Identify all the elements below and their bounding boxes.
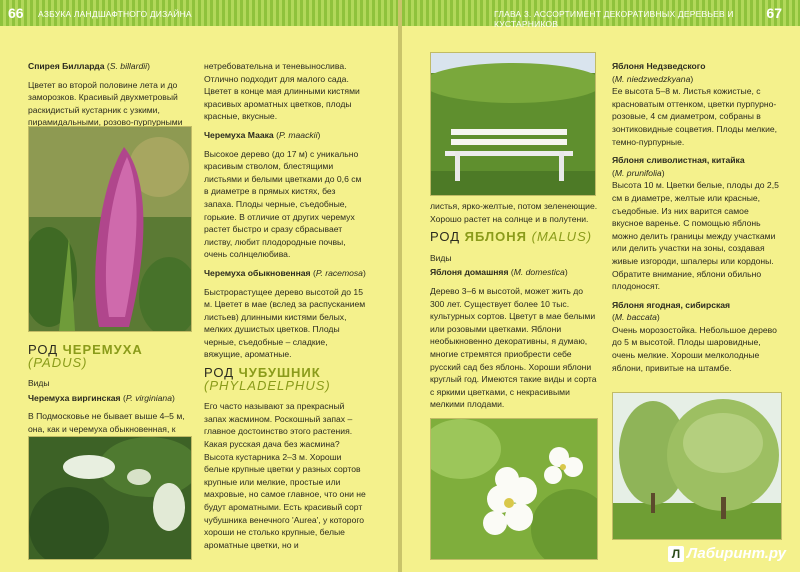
- genus-prefix: РОД: [204, 365, 235, 381]
- genus-prefix: РОД: [28, 342, 59, 357]
- species-heading: Виды: [28, 378, 50, 389]
- weeping-apple-photo: [612, 392, 782, 540]
- left-column-1-bottom: РОД ЧЕРЕМУХА (PADUS) Виды Черемуха виргинская (P. virginiana) В Подмосковье не бывает выше 4–5 м, она, как и черемуха обыкновенная, к: [28, 338, 190, 454]
- genus-name: ЧУБУШНИК: [238, 365, 321, 381]
- baccata-latin: M. baccata: [614, 312, 657, 323]
- genus-name: ЯБЛОНЯ: [464, 229, 527, 245]
- right-column-2: Яблоня Недзведского (M. niedzwedzkyana) Ее высота 5–8 м. Листья кожистые, с красноватым оттенком, цветки пурпурно-розовые, 4 см диаметром, собраны в зонтиковидные соцветия. Плоды мелкие, темно-пурпурные. Яблоня сливолистная, китайка (M. prunifolia) Высота 10 м. Цветки белые, плоды до 2,5 см в диаметре, желтые или красные, съедобные. Из них варится самое вкусное варенье. С помощью яблонь можно делить границы между участками или делить участки на зоны, создавая живые изгороди, шпалеры или кордоны. Обратите внимание, яблони обильно плодоносят. Яблоня ягодная, сибирская (M. baccata) Очень морозостойка. Небольшое дерево до 5 м высотой. Плоды шаровидные, очень мелкие. Хороши мелколодные яблони, привитые на штамбе.: [612, 61, 779, 373]
- genus-name: ЧЕРЕМУХА: [62, 342, 143, 357]
- genus-latin: PADUS: [33, 354, 83, 370]
- right-page: [402, 0, 800, 572]
- left-column-2: нетребовательна и теневынослива. Отлично подходит для малого сада. Цветет в конце мая длинными кистями красивых ароматных цветков, плоды красные, вкусные. Черемуха Маака (P. maackii) Высокое дерево (до 17 м) с уникально красивым стволом, блестящими листьями и белыми цветками до 0,6 см в диаметре в прямых кистях, без запаха. Плоды черные, съедобные, горькие. В отличие от других черемух растет быстро и сразу сбрасывает листву, любит плодородные почвы, очень солнцелюбива. Черемуха обыкновенная (P. racemosa) Быстрорастущее дерево высотой до 15 м. Цветет в мае (вслед за распусканием листьев) длинными кистями белых, мелких душистых цветков. Плоды черные, съедобные – сладкие, вяжущие, ароматные. РОД ЧУБУШНИК (PHYLADELPHUS) Его часто называют за прекрасный запах жасмином. Роскошный запах – главное достоинство этого растения. Какая русская дача без жасмина? Высота кустарника 2–3 м. Хороши белые крупные цветки у разных сортов крупные или мелкие, простые или махровые, но самое главное, что они не будут ароматными. Есть красивый сорт чубушника венечного 'Aurea', у которого хороши не столько крупные, белые ароматные цветки, но и: [204, 61, 366, 550]
- watermark-logo: [668, 545, 786, 562]
- virginiana-text: В Подмосковье не бывает выше 4–5 м, она, как и черемуха обыкновенная, к: [28, 411, 185, 434]
- domestica-latin: M. domestica: [513, 267, 565, 278]
- genus-latin: MALUS: [536, 229, 587, 245]
- domestica-title: Яблоня домашняя: [430, 267, 509, 278]
- niedz-latin: M. niedzwedzkyana: [614, 73, 691, 84]
- virginiana-latin: P. virginiana: [125, 392, 172, 403]
- racemosa-title: Черемуха обыкновенная: [204, 267, 311, 278]
- species-heading: Виды: [430, 252, 452, 263]
- niedz-text: Ее высота 5–8 м. Листья кожистые, с красноватым оттенком, цветки пурпурно-розовые, 4 см диаметром, собраны в зонтиковидные соцветия. Плоды мелкие, темно-пурпурные.: [612, 86, 778, 147]
- watermark-text: Лабиринт.ру: [686, 545, 786, 562]
- apple-blossom-photo: [430, 418, 598, 560]
- genus-heading-phyladelphus: РОД ЧУБУШНИК (PHYLADELPHUS): [204, 365, 331, 393]
- page-number: 66: [8, 5, 24, 21]
- racemosa-text: Быстрорастущее дерево высотой до 15 м. Цветет в мае (вслед за распусканием листьев) длинными кистями белых, мелких душистых цветков. Плоды черные, съедобные – сладкие, вяжущие, ароматные.: [204, 286, 366, 360]
- spiraea-latin: S. billardii: [109, 61, 148, 71]
- domestica-text: Дерево 3–6 м высотой, может жить до 300 лет. Существует более 10 тыс. культурных сортов. Цветут в мае белыми или розовыми цветками. Яблони необыкновенно декоративны, я думаю, многие стремятся приобрести себе русский сад без яблонь. Хороши яблони круглый год. Имеются такие виды и сорта с яркими цветками, с некрасивыми мелкими плодами.: [430, 285, 597, 410]
- continuation-text: листья, ярко-желтые, потом зеленеющие. Хорошо растет на солнце и в полутени.: [430, 201, 598, 224]
- spiraea-photo: [28, 126, 192, 332]
- baccata-text: Очень морозостойка. Небольшое дерево до 5 м высотой. Плоды шаровидные, очень мелкие. Хороши мелколодные яблони, привитые на штамбе.: [612, 324, 777, 373]
- intro-text: нетребовательна и теневынослива. Отлично подходит для малого сада. Цветет в конце мая длинными кистями красивых ароматных цветков, плоды красные, вкусные.: [204, 61, 360, 122]
- racemosa-latin: P. racemosa: [315, 267, 363, 278]
- genus-heading-malus: РОД ЯБЛОНЯ (MALUS): [430, 229, 593, 245]
- running-head: ГЛАВА 3. АССОРТИМЕНТ ДЕКОРАТИВНЫХ ДЕРЕВЬЕВ И КУСТАРНИКОВ: [494, 9, 734, 29]
- prunifolia-text: Высота 10 м. Цветки белые, плоды до 2,5 см в диаметре, желтые или красные, съедобные. Из них варится самое вкусное варенье. С помощью яблонь можно делить границы между участками или делить участки на зоны, создавая живые изгороди, шпалеры или кордоны. Обратите внимание, яблони обильно плодоносят.: [612, 180, 779, 292]
- bench-hedge-photo: [430, 52, 596, 196]
- left-page: [0, 0, 398, 572]
- genus-latin: PHYLADELPHUS: [209, 377, 326, 393]
- page-number: 67: [766, 5, 782, 21]
- padus-photo: [28, 436, 192, 560]
- maackii-text: Высокое дерево (до 17 м) с уникально красивым стволом, блестящими листьями и белыми цветками до 0,6 см в диаметре в прямых кистях, без запаха. Плоды черные, съедобные, горькие. В отличие от других черемух растет быстро и сразу сбрасывает листву, любит плодородные почвы, очень солнцелюбива.: [204, 148, 362, 260]
- spiraea-text: Цветет во второй половине лета и до заморозков. Красивый двухметровый раскидистый кустарник с узкими, пирамидальными, розово-пурпурными: [28, 79, 183, 128]
- spiraea-title: Спирея Билларда: [28, 61, 105, 71]
- philadelphus-text: Его часто называют за прекрасный запах жасмином. Роскошный запах – главное достоинство этого растения. Какая русская дача без жасмина? Высота кустарника 2–3 м. Хороши белые крупные цветки у разных сортов крупные или мелкие, простые или махровые, но самое главное, что они не будут ароматными. Есть красивый сорт чубушника венечного 'Aurea', у которого хороши не столько крупные, белые ароматные цветки, но и: [204, 401, 366, 550]
- prunifolia-title: Яблоня сливолистная, китайка: [612, 155, 745, 166]
- genus-prefix: РОД: [430, 229, 461, 245]
- niedz-title: Яблоня Недзведского: [612, 61, 706, 71]
- maackii-title: Черемуха Маака: [204, 129, 274, 140]
- labirint-logo-icon: Л: [668, 546, 684, 562]
- right-column-1: листья, ярко-желтые, потом зеленеющие. Хорошо растет на солнце и в полутени. РОД ЯБЛОНЯ (MALUS) Виды Яблоня домашняя (M. domestica) Дерево 3–6 м высотой, может жить до 300 лет. Существует более 10 тыс. культурных сортов. Цветут в мае белыми или розовыми цветками. Яблони необыкновенно декоративны, я думаю, многие стремятся приобрести себе русский сад без яблонь. Хороши яблони круглый год. Имеются такие виды и сорта с яркими цветками, с некрасивыми мелкими плодами.: [430, 201, 598, 410]
- maackii-latin: P. maackii: [278, 129, 318, 140]
- virginiana-title: Черемуха виргинская: [28, 392, 121, 403]
- baccata-title: Яблоня ягодная, сибирская: [612, 299, 731, 310]
- genus-heading-padus: РОД ЧЕРЕМУХА (PADUS): [28, 342, 143, 370]
- running-head: АЗБУКА ЛАНДШАФТНОГО ДИЗАЙНА: [38, 9, 192, 19]
- prunifolia-latin: M. prunifolia: [614, 167, 662, 178]
- left-column-1: Спирея Билларда (S. billardii) Цветет во второй половине лета и до заморозков. Красивый двухметровый раскидистый кустарник с узкими, пирамидальными, розово-пурпурными: [28, 60, 190, 148]
